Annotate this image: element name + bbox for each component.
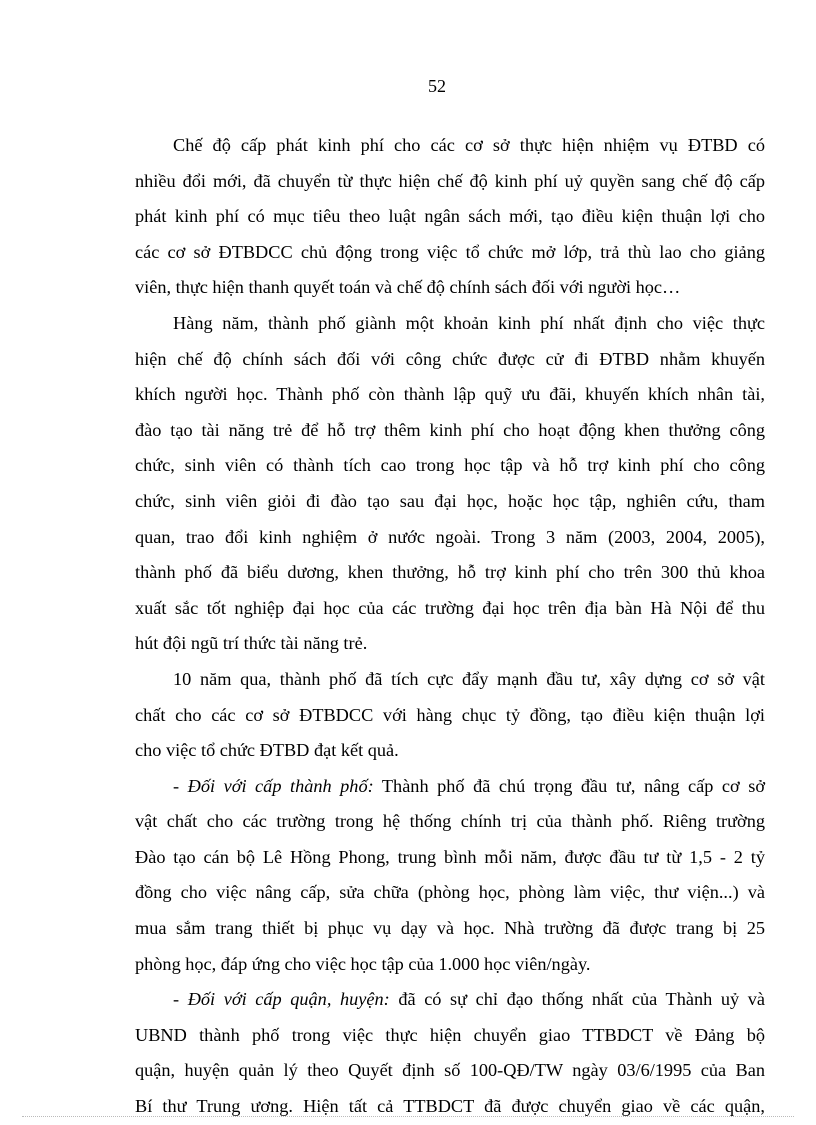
- text-line: [135, 626, 765, 662]
- line-text: xuất sắc tốt nghiệp đại học của các trường đại học trên địa bàn Hà Nội để thu: [135, 597, 765, 618]
- line-text: khích người học. Thành phố còn thành lập quỹ ưu đãi, khuyến khích nhân tài,: [135, 384, 765, 405]
- line-text: quan, trao đổi kinh nghiệm ở nước ngoài. Trong 3 năm (2003, 2004, 2005),: [135, 526, 765, 547]
- text-line: [135, 804, 765, 840]
- text-line: [135, 235, 765, 271]
- line-text: các cơ sở ĐTBDCC chủ động trong việc tổ chức mở lớp, trả thù lao cho giảng: [135, 241, 765, 262]
- text-line: [135, 875, 765, 911]
- text-line: [135, 377, 765, 413]
- line-text: Thành phố đã chú trọng đầu tư, nâng cấp cơ sở: [373, 775, 766, 796]
- text-line: [135, 1018, 765, 1054]
- line-text: chức, sinh viên giỏi đi đào tạo sau đại học, hoặc học tập, nghiên cứu, tham: [135, 490, 765, 511]
- text-line: [135, 199, 765, 235]
- text-line: [135, 306, 765, 342]
- text-line: [135, 164, 765, 200]
- text-line: [135, 662, 765, 698]
- text-line: [135, 448, 765, 484]
- text-line: [135, 840, 765, 876]
- line-text: thành phố đã biểu dương, khen thưởng, hỗ trợ kinh phí cho trên 300 thủ khoa: [135, 562, 765, 583]
- line-text: vật chất cho các trường trong hệ thống chính trị của thành phố. Riêng trường: [135, 811, 765, 832]
- line-text: mua sắm trang thiết bị phục vụ dạy và học. Nhà trường đã được trang bị 25: [135, 918, 765, 939]
- text-line: [135, 484, 765, 520]
- line-text: đã có sự chỉ đạo thống nhất của Thành uỷ và: [389, 989, 765, 1010]
- text-line: [135, 555, 765, 591]
- line-text: chức, sinh viên có thành tích cao trong học tập và hỗ trợ kinh phí cho công: [135, 455, 765, 476]
- document-body: [135, 128, 765, 1125]
- line-text: Bí thư Trung ương. Hiện tất cả TTBDCT đã được chuyển giao về các quận,: [135, 1096, 765, 1117]
- italic-heading: - Đối với cấp quận, huyện:: [173, 989, 390, 1010]
- text-line: [135, 270, 765, 306]
- line-text: UBND thành phố trong việc thực hiện chuyển giao TTBDCT về Đảng bộ: [135, 1024, 765, 1045]
- line-text: đồng cho việc nâng cấp, sửa chữa (phòng học, phòng làm việc, thư viện...) và: [135, 882, 765, 903]
- line-text: Đào tạo cán bộ Lê Hồng Phong, trung bình mỗi năm, được đầu tư từ 1,5 - 2 tỷ: [135, 846, 765, 867]
- text-line: [135, 698, 765, 734]
- line-text: nhiều đổi mới, đã chuyển từ thực hiện chế độ kinh phí uỷ quyền sang chế độ cấp: [135, 170, 765, 191]
- line-text: chất cho các cơ sở ĐTBDCC với hàng chục tỷ đồng, tạo điều kiện thuận lợi: [135, 704, 765, 725]
- line-text: 10 năm qua, thành phố đã tích cực đẩy mạnh đầu tư, xây dựng cơ sở vật: [173, 668, 765, 689]
- text-line: [135, 911, 765, 947]
- text-line: [135, 982, 765, 1018]
- line-text: Chế độ cấp phát kinh phí cho các cơ sở thực hiện nhiệm vụ ĐTBD có: [173, 135, 765, 155]
- line-text: hiện chế độ chính sách đối với công chức được cử đi ĐTBD nhằm khuyến: [135, 348, 765, 369]
- text-line: [135, 769, 765, 805]
- line-text: đào tạo tài năng trẻ để hỗ trợ thêm kinh phí cho hoạt động khen thưởng công: [135, 419, 765, 440]
- text-line: [135, 128, 765, 164]
- italic-heading: - Đối với cấp thành phố:: [173, 775, 374, 796]
- line-text: cho việc tổ chức ĐTBD đạt kết quả.: [135, 740, 399, 761]
- text-line: [135, 342, 765, 378]
- line-text: phát kinh phí có mục tiêu theo luật ngân sách mới, tạo điều kiện thuận lợi cho: [135, 206, 765, 227]
- text-line: [135, 520, 765, 556]
- text-line: [135, 947, 765, 983]
- page-bottom-divider: [22, 1116, 794, 1117]
- text-line: [135, 413, 765, 449]
- line-text: hút đội ngũ trí thức tài năng trẻ.: [135, 633, 368, 654]
- line-text: viên, thực hiện thanh quyết toán và chế độ chính sách đối với người học…: [135, 277, 681, 298]
- text-line: [135, 1089, 765, 1125]
- text-line: [135, 591, 765, 627]
- page-number: 52: [428, 76, 446, 96]
- line-text: Hàng năm, thành phố giành một khoản kinh phí nhất định cho việc thực: [173, 312, 765, 333]
- text-line: [135, 733, 765, 769]
- line-text: phòng học, đáp ứng cho việc học tập của 1.000 học viên/ngày.: [135, 953, 591, 974]
- line-text: quận, huyện quản lý theo Quyết định số 100-QĐ/TW ngày 03/6/1995 của Ban: [135, 1060, 765, 1081]
- text-line: [135, 1053, 765, 1089]
